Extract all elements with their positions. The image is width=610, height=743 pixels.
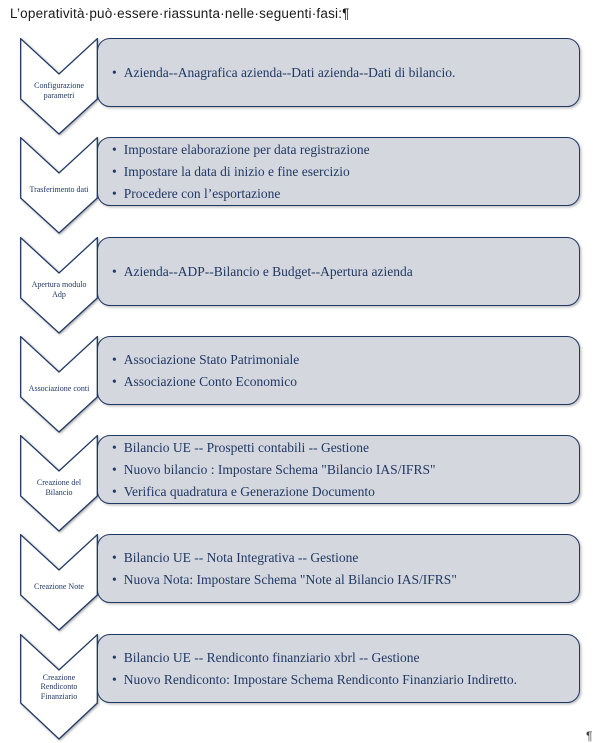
step-label-line: Finanziario xyxy=(40,691,78,701)
step-box xyxy=(97,137,580,206)
bullet-item xyxy=(112,481,435,503)
step-box xyxy=(97,634,580,703)
bullet-icon: • xyxy=(112,141,117,157)
bullet-icon: • xyxy=(112,351,117,367)
step-row-creazione-del-bilancio xyxy=(20,435,580,540)
bullet-list xyxy=(98,547,469,591)
bullet-text: Bilancio UE -- Prospetti contabili -- Gestione xyxy=(123,439,369,455)
bullet-item xyxy=(112,161,370,183)
bullet-icon: • xyxy=(112,263,117,279)
step-label-line: Configurazione xyxy=(34,81,84,91)
bullet-text: Bilancio UE -- Rendiconto finanziario xbrl -- Gestione xyxy=(123,649,420,665)
bullet-text: Bilancio UE -- Nota Integrativa -- Gestione xyxy=(123,549,359,565)
bullet-icon: • xyxy=(112,373,117,389)
step-row-trasferimento-dati xyxy=(20,137,580,242)
bullet-list xyxy=(98,647,529,691)
bullet-icon: • xyxy=(112,163,117,179)
bullet-item xyxy=(112,349,299,371)
step-box xyxy=(97,237,580,306)
step-row-associazione-conti xyxy=(20,336,580,441)
step-chevron xyxy=(20,137,98,234)
step-row-configurazione-parametri xyxy=(20,38,580,143)
bullet-item xyxy=(112,547,457,569)
bullet-icon: • xyxy=(112,185,117,201)
step-label-line: parametri xyxy=(43,91,75,100)
step-label xyxy=(22,267,96,313)
step-row-creazione-note xyxy=(20,534,580,639)
bullet-text: Associazione Stato Patrimoniale xyxy=(123,351,300,367)
bullet-icon: • xyxy=(112,64,117,80)
bullet-item xyxy=(112,261,413,283)
bullet-item xyxy=(112,647,517,669)
step-label xyxy=(22,167,96,213)
bullet-list xyxy=(98,437,447,503)
step-label-line: Creazione Note xyxy=(34,582,84,592)
step-label-line: Creazione xyxy=(42,672,76,682)
bullet-item xyxy=(112,139,370,161)
step-label xyxy=(22,664,96,710)
bullet-text: Procedere con l’esportazione xyxy=(123,185,281,201)
bullet-text: Azienda--ADP--Bilancio e Budget--Apertura azienda xyxy=(123,263,413,279)
step-label-line: Associazione conti xyxy=(28,384,90,394)
step-label xyxy=(22,68,96,114)
step-label xyxy=(22,465,96,511)
bullet-text: Nuova Nota: Impostare Schema "Note al Bilancio IAS/IFRS" xyxy=(123,571,457,587)
bullet-icon: • xyxy=(112,461,117,477)
bullet-list xyxy=(98,261,425,283)
bullet-text: Impostare la data di inizio e fine esercizio xyxy=(123,163,350,179)
bullet-item xyxy=(112,437,435,459)
step-label-line: Rendiconto xyxy=(40,682,78,692)
bullet-icon: • xyxy=(112,549,117,565)
bullet-text: Impostare elaborazione per data registrazione xyxy=(123,141,370,157)
step-label-line: Trasferimento dati xyxy=(29,185,89,195)
bullet-icon: • xyxy=(112,649,117,665)
bullet-item xyxy=(112,669,517,691)
bullet-list xyxy=(98,139,382,205)
bullet-text: Verifica quadratura e Generazione Documento xyxy=(123,483,375,499)
step-chevron xyxy=(20,634,98,740)
step-box xyxy=(97,336,580,405)
step-label xyxy=(22,366,96,412)
step-row-creazione-rendiconto-finanziario xyxy=(20,634,580,739)
bullet-item xyxy=(112,183,370,205)
bullet-text: Azienda--Anagrafica azienda--Dati azienda--Dati di bilancio. xyxy=(123,64,456,80)
bullet-item xyxy=(112,62,455,84)
bullet-text: Nuovo Rendiconto: Impostare Schema Rendiconto Finanziario Indiretto. xyxy=(123,671,518,687)
bullet-icon: • xyxy=(112,483,117,499)
bullet-icon: • xyxy=(112,571,117,587)
bullet-icon: • xyxy=(112,671,117,687)
bullet-icon: • xyxy=(112,439,117,455)
step-box xyxy=(97,38,580,107)
step-label-line: Apertura modulo xyxy=(31,280,87,290)
step-chevron xyxy=(20,237,98,334)
bullet-list xyxy=(98,349,311,393)
step-label-line: Bilancio xyxy=(45,488,73,497)
page-title: L’operatività·può·essere·riassunta·nelle·seguenti·fasi:¶ xyxy=(10,6,350,21)
step-chevron xyxy=(20,38,98,135)
step-label-line: Adp xyxy=(52,290,66,299)
step-chevron xyxy=(20,435,98,532)
step-label xyxy=(22,564,96,610)
step-label-line: Creazione del xyxy=(36,478,82,488)
bullet-text: Associazione Conto Economico xyxy=(123,373,297,389)
step-chevron xyxy=(20,336,98,433)
bullet-item xyxy=(112,371,299,393)
step-box xyxy=(97,435,580,504)
step-row-apertura-modulo-adp xyxy=(20,237,580,342)
bullet-item xyxy=(112,569,457,591)
bullet-text: Nuovo bilancio : Impostare Schema "Bilancio IAS/IFRS" xyxy=(123,461,436,477)
step-box xyxy=(97,534,580,603)
paragraph-mark: ¶ xyxy=(586,729,593,743)
step-chevron xyxy=(20,534,98,631)
bullet-item xyxy=(112,459,435,481)
bullet-list xyxy=(98,62,467,84)
